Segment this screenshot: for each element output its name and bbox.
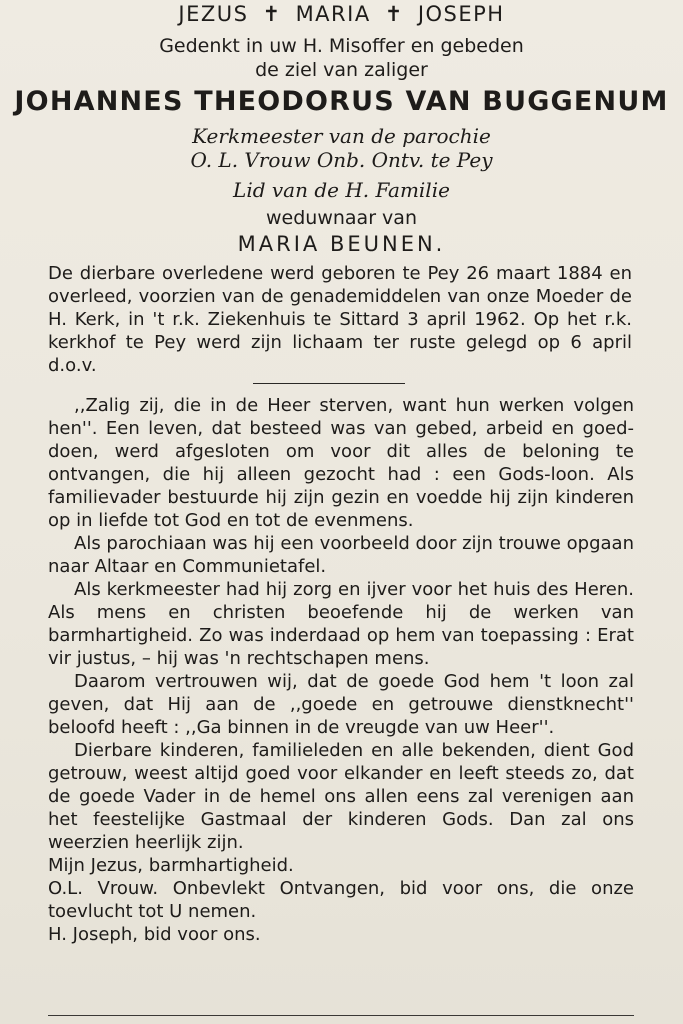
cross-icon: ✝ — [384, 2, 404, 26]
holy-names-line — [0, 2, 683, 26]
paragraph-kerkmeester: Als kerkmeester had hij zorg en ijver voor het huis des Heren. Als mens en christen beoefende hij de werken van barmhartigheid. Zo was inderdaad op hem van toepassing : Erat vir justus, – hij was 'n rechtschapen mens. — [48, 579, 634, 669]
word-joseph: JOSEPH — [417, 2, 505, 26]
cross-icon: ✝ — [262, 2, 282, 26]
role-line-1: Kerkmeester van de parochie — [192, 124, 491, 148]
divider — [253, 383, 405, 384]
paragraph-kinderen: Dierbare kinderen, familieleden en alle bekenden, dient God getrouw, weest altijd goed voor elkander en leeft steeds zo, dat de goede Vader in de hemel ons allen eens zal verenigen aan het feestelijke Gastmaal der kinderen Gods. Dan zal ons weerzien heerlijk zijn. — [48, 740, 634, 853]
spouse-name: MARIA BEUNEN. — [237, 232, 446, 256]
prayer-jezus: Mijn Jezus, barmhartigheid. — [48, 855, 294, 876]
membership-line: Lid van de H. Familie — [233, 178, 450, 202]
role-line-2: O. L. Vrouw Onb. Ontv. te Pey — [190, 148, 493, 172]
deceased-name: JOHANNES THEODORUS VAN BUGGENUM — [14, 86, 669, 117]
paragraph-parochiaan: Als parochiaan was hij een voorbeeld door zijn trouwe opgaan naar Altaar en Communietafel. — [48, 533, 634, 577]
word-jezus: JEZUS — [178, 2, 249, 26]
intro-line-1: Gedenkt in uw H. Misoffer en gebeden — [159, 35, 524, 57]
paragraph-vertrouwen: Daarom vertrouwen wij, dat de goede God hem 't loon zal geven, dat Hij aan de ,,goede en getrouwe dienstknecht'' beloofd heeft : ,,Ga binnen in de vreugde van uw Heer''. — [48, 671, 634, 738]
biography-paragraph: De dierbare overledene werd geboren te Pey 26 maart 1884 en overleed, voorzien van de genademiddelen van onze Moeder de H. Kerk, in 't r.k. Ziekenhuis te Sittard 3 april 1962. Op het r.k. kerkhof te Pey werd zijn lichaam ter ruste gelegd op 6 april d.o.v. — [48, 263, 632, 376]
widower-line: weduwnaar van — [266, 207, 417, 229]
prayer-joseph: H. Joseph, bid voor ons. — [48, 924, 261, 945]
intro-line-2: de ziel van zaliger — [255, 59, 428, 81]
prayer-vrouw: O.L. Vrouw. Onbevlekt Ontvangen, bid voor ons, die onze toevlucht tot U nemen. — [48, 878, 634, 922]
memorial-text — [48, 394, 634, 946]
paragraph-zalig: ,,Zalig zij, die in de Heer sterven, want hun werken volgen hen''. Een leven, dat besteed was van gebed, arbeid en goed-doen, werd afgesloten om voor dit alles de beloning te ontvangen, die hij alleen gezocht had : een Gods-loon. Als familievader bestuurde hij zijn gezin en voedde hij zijn kinderen op in liefde tot God en tot de evenmens. — [48, 395, 634, 531]
word-maria: MARIA — [295, 2, 371, 26]
bottom-divider — [48, 1015, 634, 1016]
